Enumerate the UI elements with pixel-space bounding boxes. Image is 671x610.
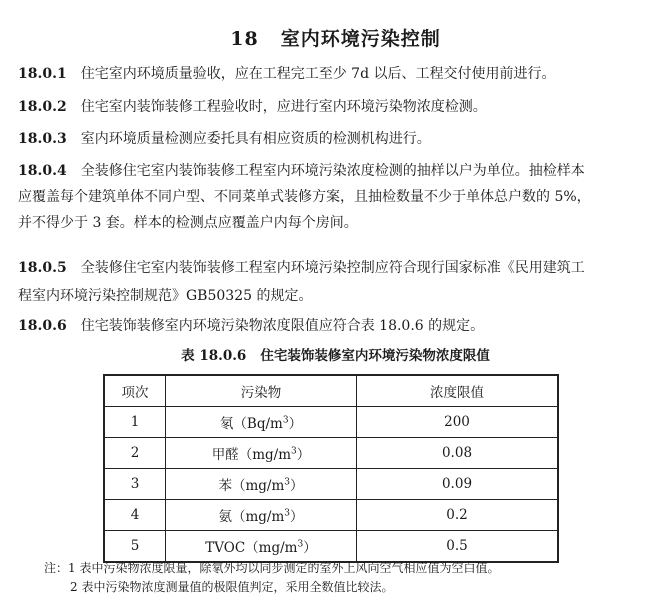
note-text: 2 表中污染物浓度测量值的极限值判定，采用全数值比较法。	[70, 580, 394, 594]
clause-text-line2: 程室内环境污染控制规范》GB50325 的规定。	[18, 288, 313, 304]
cell-no: 4	[104, 500, 166, 531]
cell-limit: 0.2	[357, 500, 559, 531]
table-header-row	[104, 375, 558, 407]
header-limit: 浓度限值	[357, 375, 559, 407]
cell-limit: 0.09	[357, 469, 559, 500]
clause-18-0-3	[18, 128, 648, 150]
clause-text: 住宅室内装饰装修工程验收时，应进行室内环境污染物浓度检测。	[80, 99, 487, 115]
pollutant-limits-table	[103, 374, 559, 563]
cell-no: 1	[104, 407, 166, 438]
table-row	[104, 438, 558, 469]
cell-no: 3	[104, 469, 166, 500]
cell-pollutant: 甲醛$(mg/m^3)$	[166, 438, 357, 469]
clause-text: 住宅装饰装修室内环境污染物浓度限值应符合表 18.0.6 的规定。	[80, 318, 485, 334]
clause-text-line3: 并不得少于 3 套。样本的检测点应覆盖户内每个房间。	[18, 215, 358, 231]
cell-limit: 200	[357, 407, 559, 438]
clause-18-0-1	[18, 63, 648, 85]
clause-number: 18.0.4	[18, 163, 67, 179]
clause-18-0-4	[18, 160, 648, 234]
clause-text-line2: 应覆盖每个建筑单体不同户型、不同菜单式装修方案，且抽检数量不少于单体总户数的 5%，	[18, 189, 591, 205]
table-row	[104, 469, 558, 500]
clause-number: 18.0.1	[18, 66, 67, 82]
clause-text: 室内环境质量检测应委托具有相应资质的检测机构进行。	[80, 131, 431, 147]
cell-pollutant: 氨$(mg/m^3)$	[166, 500, 357, 531]
cell-pollutant: 苯$(mg/m^3)$	[166, 469, 357, 500]
clause-18-0-6	[18, 315, 648, 337]
clause-text: 住宅室内环境质量验收，应在工程完工至少 7d 以后、工程交付使用前进行。	[80, 66, 556, 82]
cell-limit: 0.08	[357, 438, 559, 469]
clause-number: 18.0.5	[18, 260, 67, 276]
table-row	[104, 531, 558, 563]
table-note-2	[70, 578, 393, 596]
clause-18-0-2	[18, 96, 648, 118]
cell-limit: 0.5	[357, 531, 559, 563]
table-row	[104, 500, 558, 531]
table-caption	[0, 344, 671, 364]
table-row	[104, 407, 558, 438]
clause-number: 18.0.2	[18, 99, 67, 115]
clause-number: 18.0.3	[18, 131, 67, 147]
clause-18-0-5	[18, 257, 648, 307]
chapter-title-text: 室内环境污染控制	[280, 28, 441, 50]
clause-text-line1: 全装修住宅室内装饰装修工程室内环境污染控制应符合现行国家标准《民用建筑工	[80, 260, 585, 276]
clause-number: 18.0.6	[18, 318, 67, 334]
header-item-no: 项次	[104, 375, 166, 407]
header-pollutant: 污染物	[166, 375, 357, 407]
note-text: 1 表中污染物浓度限量，除氡外均以同步测定的室外上风向空气相应值为空白值。	[68, 561, 500, 575]
table-label: 表 18.0.6	[181, 348, 247, 364]
cell-no: 5	[104, 531, 166, 563]
clause-text-line1: 全装修住宅室内装饰装修工程室内环境污染浓度检测的抽样以户为单位。抽检样本	[80, 163, 585, 179]
cell-no: 2	[104, 438, 166, 469]
table-title-text: 住宅装饰装修室内环境污染物浓度限值	[260, 348, 490, 364]
cell-pollutant: 氡$(Bq/m^3)$	[166, 407, 357, 438]
note-prefix: 注：	[44, 561, 69, 575]
cell-pollutant: $TVOC(mg/m^3)$	[166, 531, 357, 563]
table-note-1	[44, 559, 499, 577]
chapter-number: 18	[230, 28, 259, 50]
chapter-title	[0, 24, 671, 51]
